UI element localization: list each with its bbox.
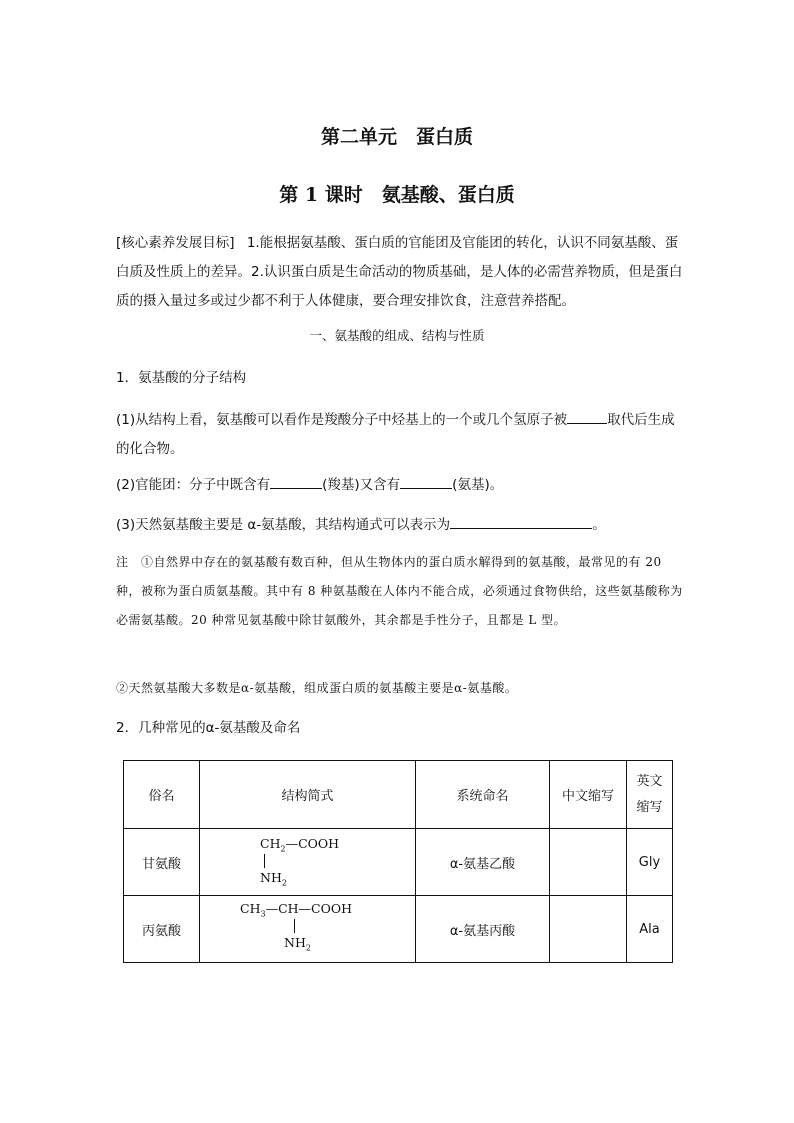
core-goals [116, 229, 686, 316]
p3-text-a: (3)天然氨基酸主要是 α-氨基酸，其结构通式可以表示为 [116, 517, 451, 533]
goals-label: [核心素养发展目标] [116, 235, 235, 251]
cell-system: α-氨基丙酸 [416, 896, 550, 963]
fill-blank-2[interactable] [270, 474, 322, 489]
p3-text-b: 。 [592, 517, 606, 533]
goals-text: 1.能根据氨基酸、蛋白质的官能团及官能团的转化，认识不同氨基酸、蛋白质及性质上的差异。2.认识蛋白质是生命活动的物质基础，是人体的必需营养物质，但是蛋白质的摄入量过多或过少都不利于人体健康，要合理安排饮食，注意营养搭配。 [116, 235, 683, 309]
fill-blank-3[interactable] [400, 474, 452, 489]
p2-text-c: (氨基)。 [452, 477, 504, 493]
item1-p3 [116, 511, 686, 540]
note-1: 注 ①自然界中存在的氨基酸有数百种，但从生物体内的蛋白质水解得到的氨基酸，最常见的有 20 种，被称为蛋白质氨基酸。其中有 8 种氨基酸在人体内不能合成，必须通过食物供给，这些氨基酸称为必需氨基酸。20 种常见氨基酸中除甘氨酸外，其余都是手性分子，且都是 L 型。 [116, 555, 683, 627]
formula-bottom: NH [260, 870, 282, 885]
glycine-formula [200, 832, 415, 892]
formula-top: CH [260, 836, 281, 851]
fill-blank-1[interactable] [567, 409, 607, 424]
item1-heading: 1．氨基酸的分子结构 [116, 370, 247, 386]
formula-top-sub: 3 [260, 909, 266, 919]
header-common-name: 俗名 [124, 761, 200, 829]
bond-line [264, 854, 265, 868]
lesson-title: 第 1 课时 氨基酸、蛋白质 [279, 184, 515, 206]
header-cn-abbr: 中文缩写 [550, 761, 627, 829]
cell-system: α-氨基乙酸 [416, 829, 550, 896]
cell-cn-abbr [550, 829, 627, 896]
alanine-formula [200, 899, 415, 959]
p1-text-a: (1)从结构上看，氨基酸可以看作是羧酸分子中烃基上的一个或几个氢原子被 [116, 412, 568, 428]
cell-structure [200, 896, 416, 963]
item1-p1 [116, 406, 686, 464]
p2-text-b: (羧基)又含有 [322, 477, 401, 493]
header-en-abbr [627, 761, 673, 829]
table-row [124, 829, 673, 896]
cell-name: 丙氨酸 [124, 896, 200, 963]
cell-en-abbr: Gly [627, 829, 673, 896]
page-title: 第二单元 蛋白质 [320, 126, 473, 148]
table-header-row [124, 761, 673, 829]
header-en-abbr-text: 英文缩写 [636, 773, 663, 815]
bond-line [294, 919, 295, 933]
cell-structure [200, 829, 416, 896]
header-structure: 结构简式 [200, 761, 416, 829]
formula-top: CH [240, 901, 261, 916]
section-heading: 一、氨基酸的组成、结构与性质 [309, 328, 485, 343]
note-2: ②天然氨基酸大多数是α-氨基酸，组成蛋白质的氨基酸主要是α-氨基酸。 [116, 681, 518, 695]
formula-bottom: NH [284, 935, 306, 950]
formula-top-sub: 2 [280, 844, 286, 854]
p2-text-a: (2)官能团：分子中既含有 [116, 477, 271, 493]
table-row [124, 896, 673, 963]
formula-top-rest: —COOH [285, 836, 340, 851]
formula-bottom-sub: 2 [281, 878, 287, 888]
item2-heading: 2．几种常见的α-氨基酸及命名 [116, 720, 301, 736]
item1-p2 [116, 471, 686, 500]
formula-bottom-sub: 2 [305, 943, 311, 953]
cell-name: 甘氨酸 [124, 829, 200, 896]
cell-en-abbr: Ala [627, 896, 673, 963]
amino-acid-table [123, 760, 673, 963]
cell-cn-abbr [550, 896, 627, 963]
fill-blank-4[interactable] [450, 514, 592, 529]
header-system-name: 系统命名 [416, 761, 550, 829]
p1-text-b: 取代后生成的化合物。 [116, 412, 675, 457]
formula-top-rest: —CH—COOH [265, 901, 352, 916]
